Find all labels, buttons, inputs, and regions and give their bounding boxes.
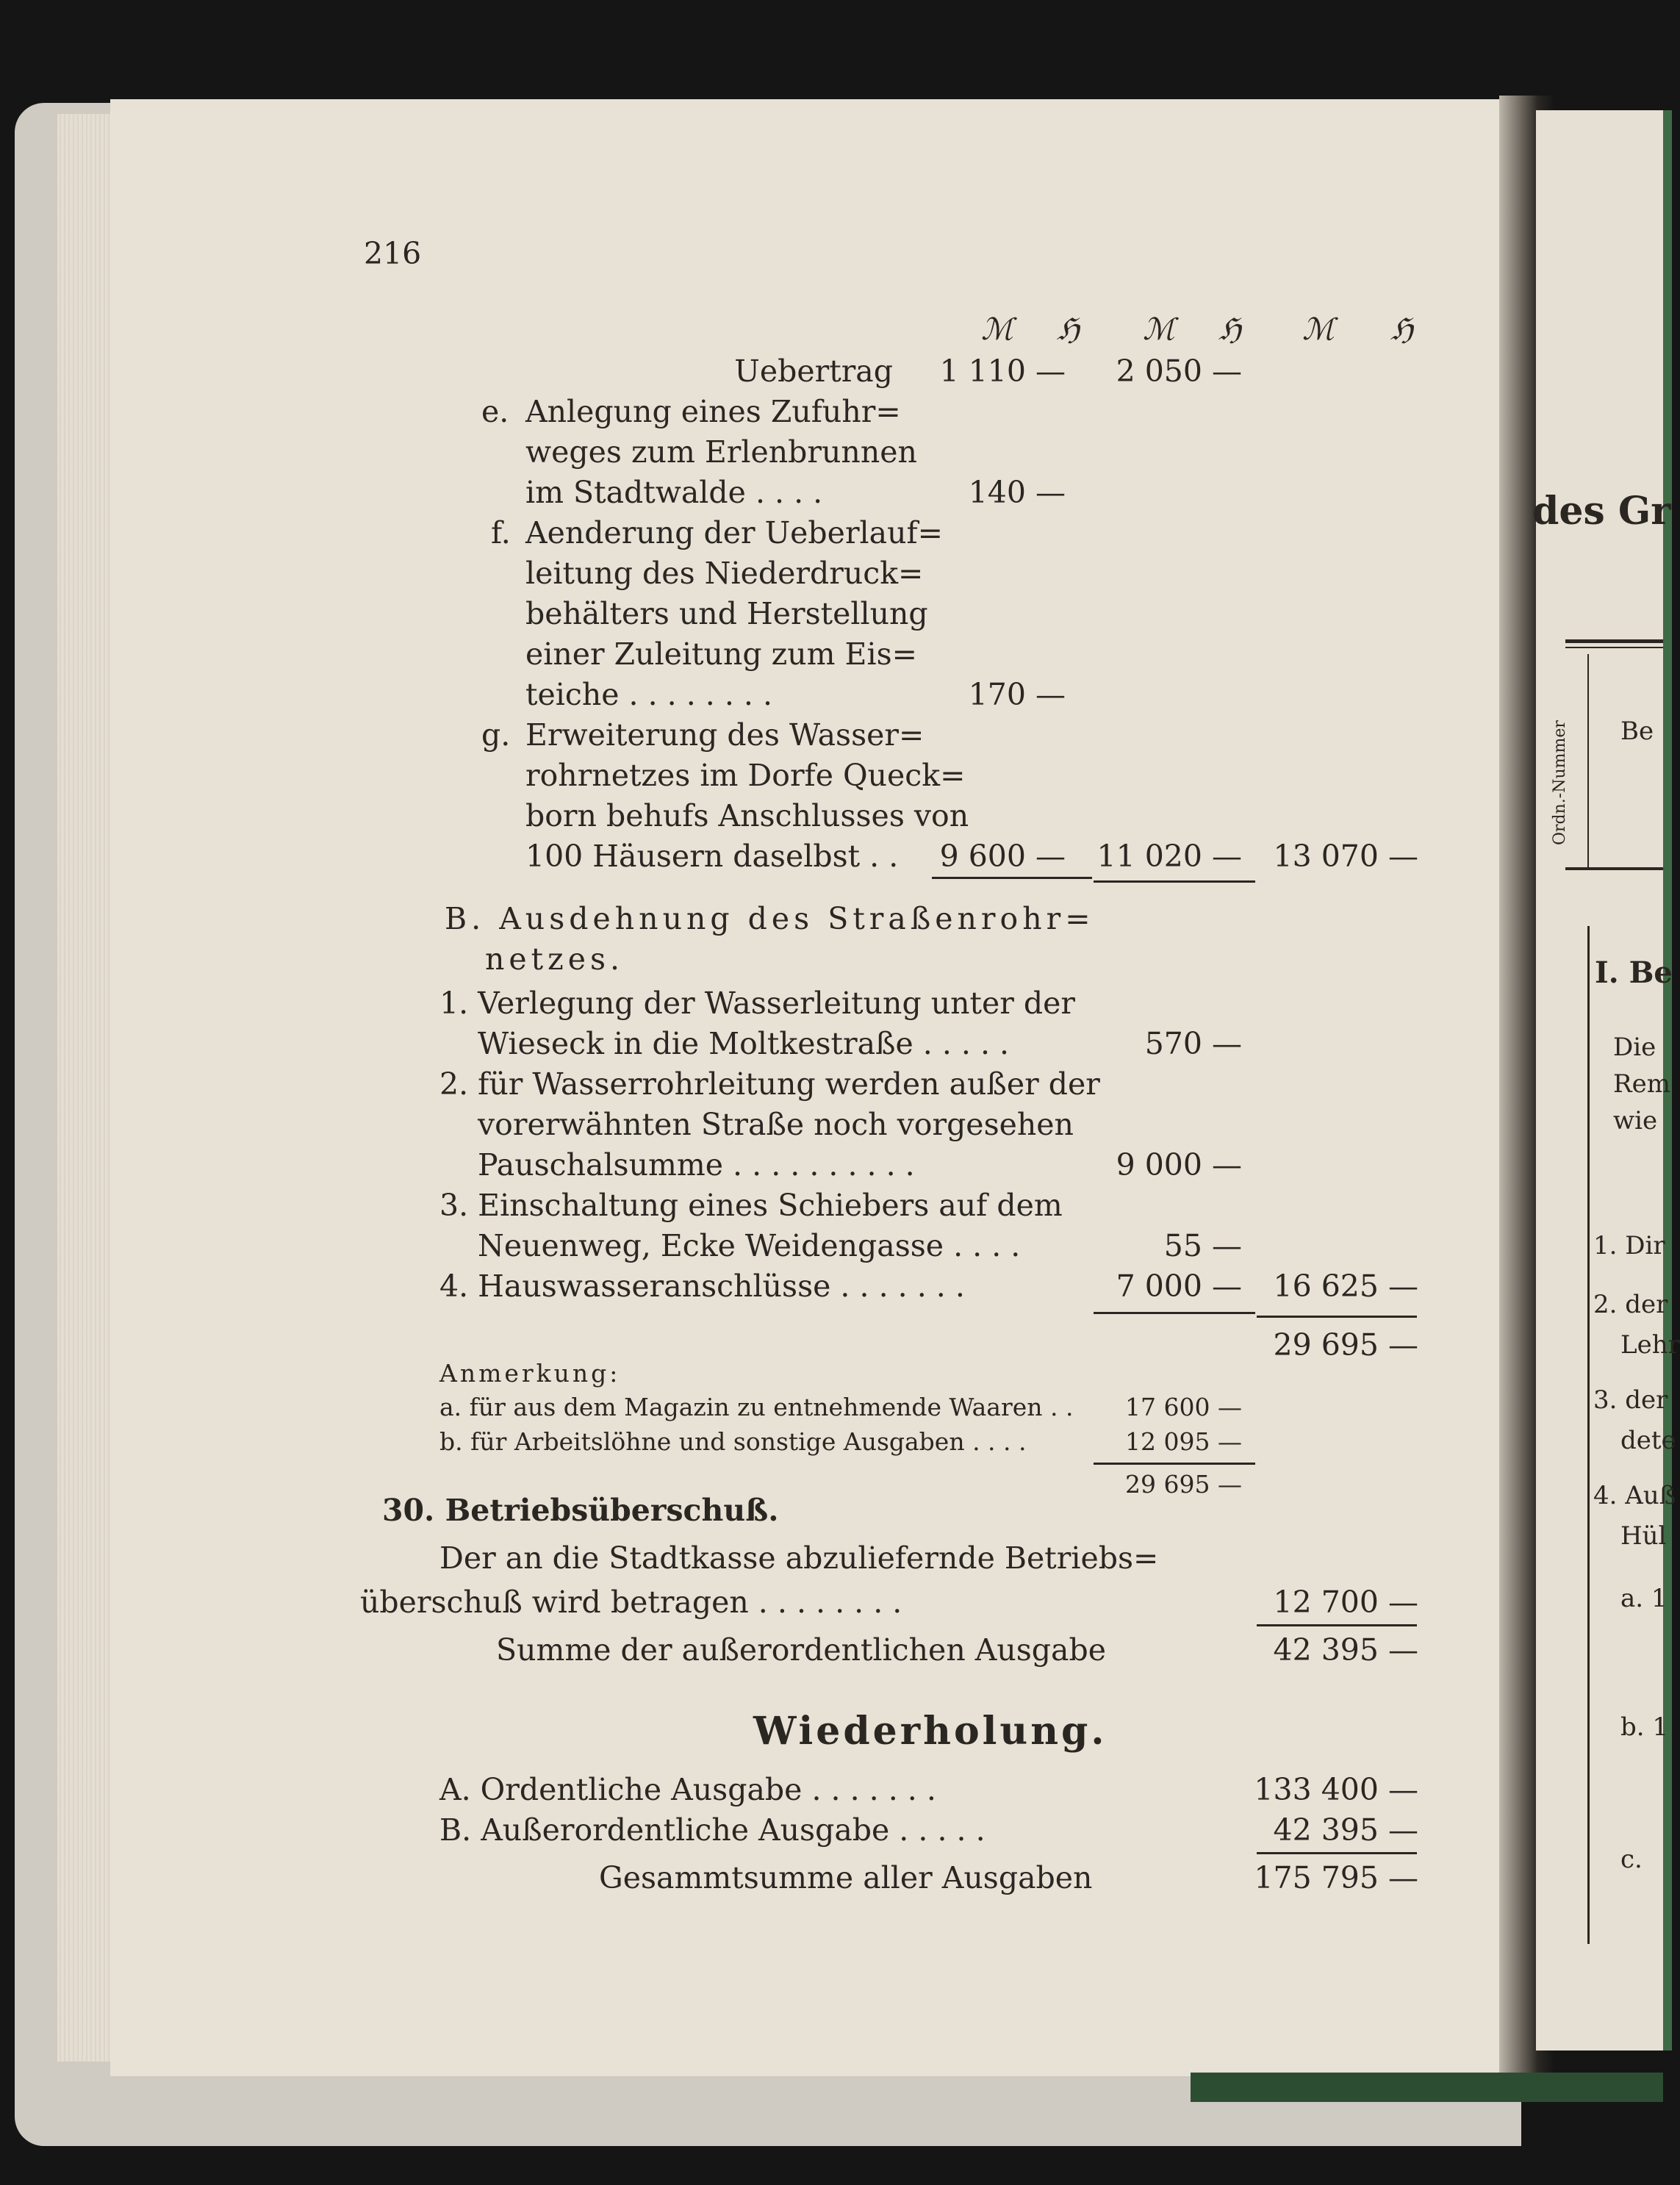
item-f-line: behälters und Herstellung <box>525 596 928 631</box>
facing-page-header: des Gr <box>1532 489 1671 534</box>
sum-rule <box>1094 1463 1255 1465</box>
item-letter: e. <box>481 394 509 429</box>
sum-rule <box>1257 1852 1417 1854</box>
anmerkung-title: Anmerkung: <box>439 1359 621 1388</box>
item-e-line: im Stadtwalde . . . . <box>525 475 823 510</box>
sum-rule <box>1257 1316 1417 1318</box>
anmerkung-sum: 29 695 — <box>1125 1470 1242 1499</box>
section-b-item-line: 4. Hauswasseranschlüsse . . . . . . . <box>439 1269 965 1304</box>
section-b-item-amount: 570 — <box>1144 1026 1242 1061</box>
section-b-item-line: 1. Verlegung der Wasserleitung unter der <box>439 986 1076 1021</box>
facing-rule <box>1565 867 1663 870</box>
currency-header-pf: ℌ <box>1390 312 1413 347</box>
section-b-title: B. Ausdehnung des Straßenrohr= <box>445 901 1095 936</box>
item-f-line: einer Zuleitung zum Eis= <box>525 636 917 672</box>
item-letter: f. <box>491 515 511 550</box>
currency-header-mark: ℳ <box>1302 312 1335 347</box>
total-amount: 175 795 — <box>1254 1860 1418 1895</box>
anmerkung-a: a. für aus dem Magazin zu entnehmende Waaren . . <box>439 1393 1074 1421</box>
section-b-item-line: 3. Einschaltung eines Schiebers auf dem <box>439 1188 1063 1223</box>
currency-header-pf: ℌ <box>1218 312 1241 347</box>
uebertrag-col1: 1 110 — <box>939 354 1066 389</box>
wiederholung-a-amount: 133 400 — <box>1254 1772 1418 1807</box>
facing-text: 1. Dir <box>1593 1231 1665 1260</box>
facing-text: Hül <box>1620 1521 1667 1551</box>
facing-text: Rem <box>1613 1069 1670 1099</box>
wiederholung-a-label: A. Ordentliche Ausgabe . . . . . . . <box>439 1772 936 1807</box>
section-30-line: Der an die Stadtkasse abzuliefernde Betriebs= <box>439 1540 1159 1576</box>
sum-rule <box>1257 1624 1417 1626</box>
section-b-item-amount: 7 000 — <box>1116 1269 1242 1304</box>
currency-header-mark: ℳ <box>1143 312 1175 347</box>
total-label: Gesammtsumme aller Ausgaben <box>599 1860 1093 1895</box>
section-b-subtotal: 16 625 — <box>1273 1269 1418 1304</box>
section-b-grand-total: 29 695 — <box>1273 1327 1418 1363</box>
facing-text: b. 1 <box>1620 1712 1669 1742</box>
section-b-item-line: vorerwähnten Straße noch vorgesehen <box>478 1107 1074 1142</box>
facing-text: 3. der <box>1593 1385 1668 1415</box>
section-b-title: netzes. <box>485 941 625 977</box>
item-g-line: rohrnetzes im Dorfe Queck= <box>525 758 966 793</box>
facing-rule <box>1565 647 1663 648</box>
item-g-total: 13 070 — <box>1273 839 1418 874</box>
facing-text: Lehr <box>1620 1330 1680 1360</box>
uebertrag-col2: 2 050 — <box>1116 354 1242 389</box>
sum-rule <box>1094 1312 1255 1314</box>
section-b-item-line: 2. für Wasserrohrleitung werden außer der <box>439 1066 1100 1102</box>
section-b-item-line: Neuenweg, Ecke Weidengasse . . . . <box>478 1228 1021 1263</box>
facing-rule <box>1587 654 1589 867</box>
currency-header-pf: ℌ <box>1057 312 1080 347</box>
facing-text: dete <box>1620 1426 1676 1455</box>
item-g-amount: 9 600 — <box>939 839 1066 874</box>
summe-amount: 42 395 — <box>1273 1632 1418 1668</box>
item-e-line: weges zum Erlenbrunnen <box>525 434 917 470</box>
item-g-line: born behufs Anschlusses von <box>525 798 969 833</box>
page-number: 216 <box>364 236 422 271</box>
currency-header-mark: ℳ <box>981 312 1013 347</box>
facing-rule <box>1587 926 1590 1944</box>
book-bottom-edge <box>1191 2073 1663 2102</box>
sum-rule <box>932 877 1092 879</box>
anmerkung-b-amount: 12 095 — <box>1125 1427 1242 1456</box>
facing-text: 2. der <box>1593 1290 1668 1319</box>
facing-text: c. <box>1620 1845 1643 1874</box>
facing-text: Die <box>1613 1033 1656 1062</box>
section-b-item-amount: 9 000 — <box>1116 1147 1242 1183</box>
section-b-item-line: Wieseck in die Moltkestraße . . . . . <box>478 1026 1010 1061</box>
anmerkung-a-amount: 17 600 — <box>1125 1393 1242 1421</box>
summe-label: Summe der außerordentlichen Ausgabe <box>496 1632 1107 1668</box>
facing-column-label: Ordn.-Nummer <box>1551 720 1569 845</box>
item-g-subtotal: 11 020 — <box>1096 839 1242 874</box>
item-f-line: Aenderung der Ueberlauf= <box>525 515 944 550</box>
wiederholung-b-amount: 42 395 — <box>1273 1812 1418 1848</box>
item-g-line: Erweiterung des Wasser= <box>525 717 925 753</box>
facing-text: a. 1 <box>1620 1584 1668 1613</box>
section-30-line: überschuß wird betragen . . . . . . . . <box>360 1585 902 1620</box>
item-e-amount: 140 — <box>968 475 1066 510</box>
section-b-item-line: Pauschalsumme . . . . . . . . . . <box>478 1147 915 1183</box>
section-30-title: 30. Betriebsüberschuß. <box>382 1493 779 1528</box>
item-g-line: 100 Häusern daselbst . . <box>525 839 899 874</box>
item-letter: g. <box>481 717 511 753</box>
uebertrag-label: Uebertrag <box>734 354 893 389</box>
facing-text: 4. Auß <box>1593 1481 1676 1510</box>
item-f-amount: 170 — <box>968 677 1066 712</box>
wiederholung-heading: Wiederholung. <box>753 1709 1108 1754</box>
facing-text: Be <box>1620 717 1654 746</box>
facing-text: wie <box>1613 1106 1658 1135</box>
item-f-line: teiche . . . . . . . . <box>525 677 773 712</box>
sum-rule <box>1094 880 1255 883</box>
item-e-line: Anlegung eines Zufuhr= <box>525 394 901 429</box>
facing-rule <box>1565 639 1663 643</box>
section-b-item-amount: 55 — <box>1163 1228 1242 1263</box>
item-f-line: leitung des Niederdruck= <box>525 556 924 591</box>
section-30-amount: 12 700 — <box>1273 1585 1418 1620</box>
anmerkung-b: b. für Arbeitslöhne und sonstige Ausgaben . . . . <box>439 1427 1027 1456</box>
facing-section: I. Be <box>1595 955 1673 990</box>
wiederholung-b-label: B. Außerordentliche Ausgabe . . . . . <box>439 1812 986 1848</box>
